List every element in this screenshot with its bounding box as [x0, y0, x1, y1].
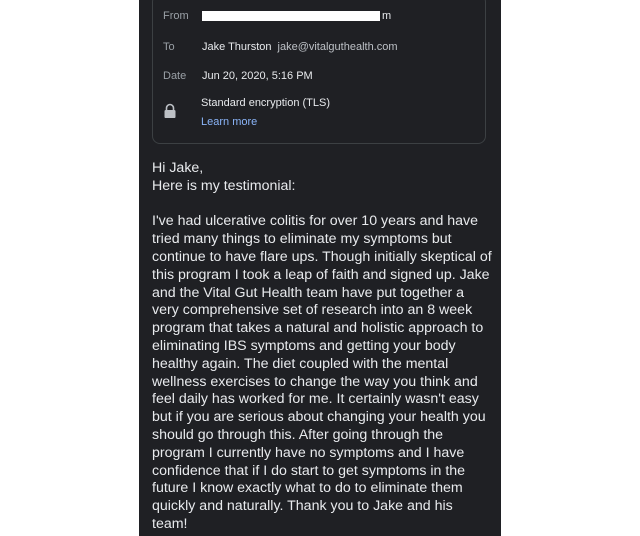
to-value	[202, 41, 398, 53]
greeting: Hi Jake, Here is my testimonial:	[152, 160, 296, 194]
to-email[interactable]: jake@vitalguthealth.com	[277, 41, 398, 53]
from-value	[202, 10, 391, 22]
date-label: Date	[163, 70, 187, 82]
date-value: Jun 20, 2020, 5:16 PM	[202, 70, 313, 82]
email-view	[139, 0, 501, 536]
to-name: Jake Thurston	[202, 41, 272, 53]
message-body	[152, 160, 492, 534]
from-label: From	[163, 10, 189, 22]
lock-icon	[163, 103, 177, 119]
message-details-panel	[152, 0, 486, 144]
redaction-bar	[202, 11, 380, 21]
from-value-suffix: m	[382, 10, 392, 22]
encryption-title: Standard encryption (TLS)	[201, 97, 331, 109]
learn-more-link[interactable]: Learn more	[201, 116, 258, 128]
testimonial-text: I've had ulcerative colitis for over 10 years and have tried many things to eliminate my symptoms but continue to have flare ups. Though initially skeptical of this program I took a leap of faith and signed up. Jake and the Vital Gut Health team have put together a very comprehensive set of research into an 8 week program that takes a natural and holistic approach to eliminating IBS symptoms and getting your body healthy again. The diet coupled with the mental wellness exercises to change the way you think and feel daily has worked for me. It certainly wasn't easy but if you are serious about changing your health you should go through this. After going through the program I currently have no symptoms and I have confidence that if I do start to get symptoms in the future I know exactly what to do to eliminate them quickly and naturally. Thank you to Jake and his team!	[152, 213, 492, 532]
to-label: To	[163, 41, 175, 53]
